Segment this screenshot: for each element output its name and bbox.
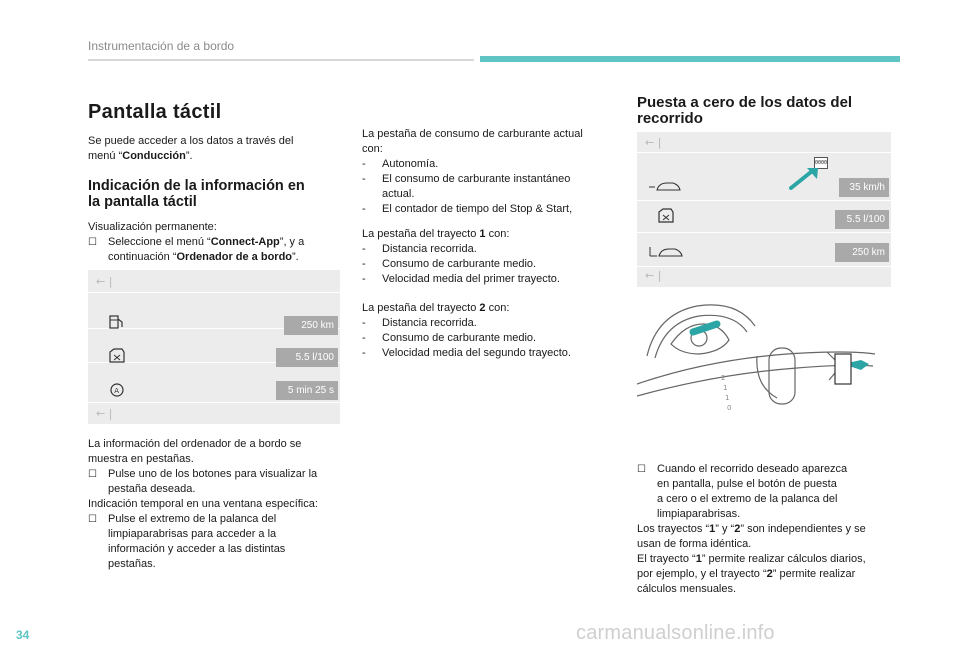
- trip1-intro: La pestaña del trayecto 1 con:: [362, 228, 510, 240]
- bullet-icon: ☐: [88, 469, 97, 480]
- dash-item: - Distancia recorrida.: [362, 243, 477, 255]
- car-speed-icon: [647, 180, 683, 194]
- info-line-2: muestra en pestañas.: [88, 453, 194, 465]
- reset-title-1: Puesta a cero de los datos del: [637, 94, 853, 111]
- trip2-intro: La pestaña del trayecto 2 con:: [362, 302, 510, 314]
- running-header: Instrumentación de a bordo: [88, 39, 235, 53]
- fuel-tab-line-2: con:: [362, 143, 383, 155]
- page-number: 34: [16, 628, 30, 642]
- consumption-icon: [108, 348, 126, 364]
- dash-item: - Autonomía.: [362, 158, 439, 170]
- dash-item: - Consumo de carburante medio.: [362, 258, 537, 270]
- avg-speed-value: 35 km/h: [839, 178, 889, 197]
- bullet-press-wiper-stalk: ☐ Pulse el extremo de la palanca del limpiaparabrisas para acceder a la información y acceder a las distintas pestañas.: [88, 513, 286, 570]
- reset-title-2: recorrido: [637, 110, 703, 127]
- header-rule: [88, 59, 474, 61]
- section-title: Pantalla táctil: [88, 101, 222, 123]
- back-nav: ← |: [645, 136, 662, 149]
- pointer-arrow-icon: [787, 166, 821, 192]
- svg-text:0: 0: [727, 404, 732, 412]
- bullet-icon: ☐: [637, 464, 646, 475]
- bullet-icon: ☐: [88, 514, 97, 525]
- stop-start-icon: [108, 382, 126, 398]
- bullet-select-menu: ☐ Seleccione el menú “Connect-App”, y a continuación “Ordenador de a bordo”.: [88, 236, 305, 263]
- trip-usage-line-2: por ejemplo, y el trayecto “2” permite realizar: [637, 568, 856, 580]
- column-right-lower: [637, 462, 899, 597]
- consumption-icon: [657, 208, 675, 224]
- avg-consumption-value: 5.5 l/100: [835, 210, 889, 229]
- touchscreen-illustration: [88, 270, 340, 424]
- stalk-tip-arrow-icon: [835, 354, 869, 384]
- permanent-label: Visualización permanente:: [88, 221, 217, 233]
- dash-item: - El contador de tiempo del Stop & Start,: [362, 203, 573, 215]
- range-value: 250 km: [284, 316, 338, 335]
- dash-item: - El consumo de carburante instantáneo actual.: [362, 173, 571, 200]
- dash-item: - Velocidad media del segundo trayecto.: [362, 347, 571, 359]
- back-nav: ← |: [96, 275, 113, 288]
- car-distance-icon: [647, 244, 687, 260]
- trip-usage-line-3: cálculos mensuales.: [637, 583, 737, 595]
- fuel-tab-line-1: La pestaña de consumo de carburante actual: [362, 128, 583, 140]
- column-right: [637, 95, 899, 127]
- trip-usage-line-1: El trayecto “1” permite realizar cálculos diarios,: [637, 553, 866, 565]
- intro-line-1: Se puede acceder a los datos a través del: [88, 135, 294, 147]
- svg-text:1: 1: [723, 384, 728, 392]
- svg-text:2: 2: [721, 374, 726, 382]
- trips-independent-line-1: Los trayectos “1” y “2” son independientes y se: [637, 523, 866, 535]
- bottom-nav: ← |: [645, 269, 662, 282]
- distance-value: 250 km: [835, 243, 889, 262]
- dash-item: - Velocidad media del primer trayecto.: [362, 273, 560, 285]
- bullet-press-button: ☐ Pulse uno de los botones para visualizar la pestaña deseada.: [88, 468, 318, 495]
- consumption-value: 5.5 l/100: [276, 348, 338, 367]
- reset-button-icon: 0000: [814, 157, 828, 169]
- fuel-pump-icon: [108, 314, 126, 330]
- svg-text:1: 1: [725, 394, 730, 402]
- trips-independent-line-2: usan de forma idéntica.: [637, 538, 752, 550]
- trip-screen-illustration: [637, 132, 891, 287]
- column-left: [88, 100, 344, 265]
- intro-line-2: menú “Conducción”.: [88, 150, 193, 162]
- temporary-indication: Indicación temporal en una ventana específica:: [88, 498, 318, 510]
- dash-item: - Distancia recorrida.: [362, 317, 477, 329]
- bottom-nav: ← |: [96, 407, 113, 420]
- subsection-title-1: Indicación de la información en: [88, 178, 305, 194]
- bullet-reset: ☐ Cuando el recorrido deseado aparezca en pantalla, pulse el botón de puesta a cero o el extremo de la palanca del limpiaparabrisas.: [637, 463, 848, 520]
- stop-start-time-value: 5 min 25 s: [276, 381, 338, 400]
- column-left-lower: [88, 437, 344, 572]
- watermark: carmanualsonline.info: [576, 622, 775, 644]
- column-middle: [362, 127, 618, 361]
- subsection-title-2: la pantalla táctil: [88, 194, 197, 210]
- bullet-icon: ☐: [88, 237, 97, 248]
- info-line-1: La información del ordenador de a bordo se: [88, 438, 302, 450]
- header-accent-bar: [480, 56, 900, 62]
- svg-text:A: A: [114, 387, 120, 395]
- dash-item: - Consumo de carburante medio.: [362, 332, 537, 344]
- steering-wheel-stalk-illustration: [637, 296, 891, 446]
